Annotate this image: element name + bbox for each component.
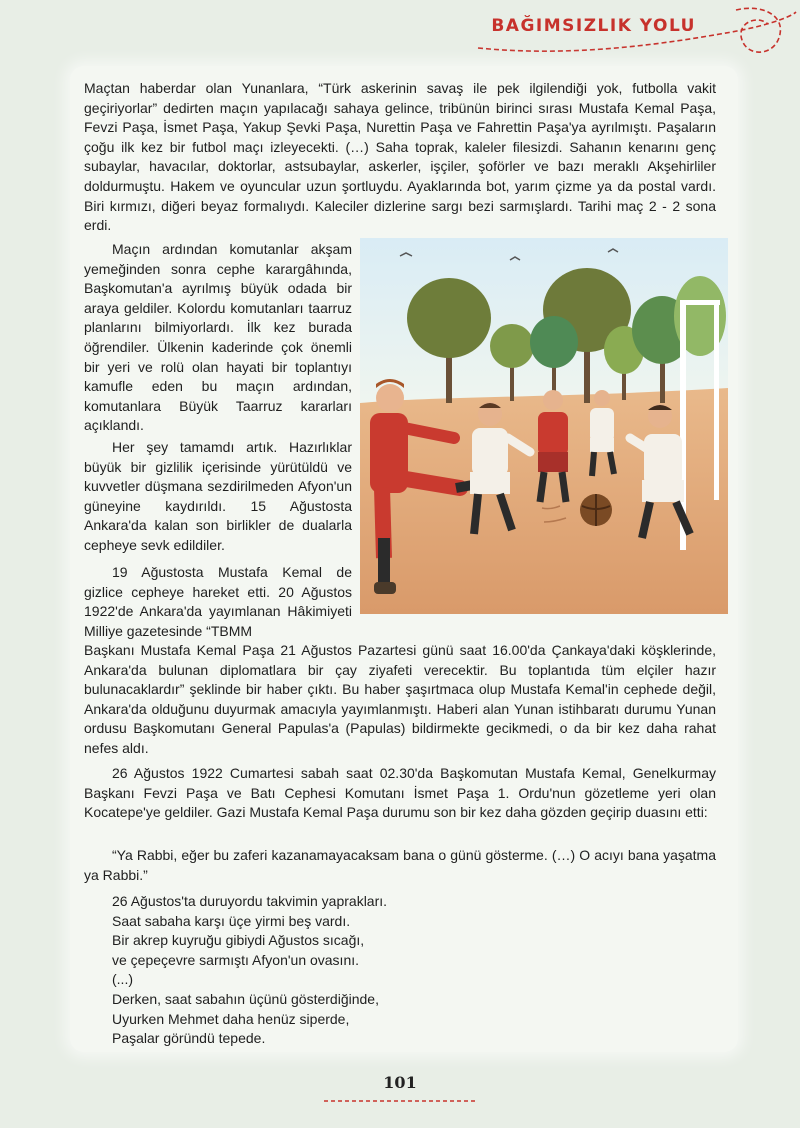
footer-dashed-line bbox=[0, 1096, 800, 1106]
poem-line: (...) bbox=[112, 971, 133, 988]
paragraph-commanders: Maçın ardından komutanlar akşam yemeğinden sonra cephe karargâhında, Başkomutan'a ayrılmış büyük odada bir araya geldiler. Kolordu komutanları taarruz planlarını bilmiyorlardı. İlk kez burada öğrendiler. Ülkenin kaderinde çok önemli bir yeri ve rolü olan hayati bir toplantıyı kamufle eden bu maçın ardından, komutanlara Büyük Taarruz kararları açıklandı. bbox=[84, 241, 352, 434]
page-number: 101 bbox=[383, 1073, 417, 1092]
poem-line: Saat sabaha karşı üçe yirmi beş vardı. bbox=[112, 912, 351, 929]
paragraph-newspaper-cont: Başkanı Mustafa Kemal Paşa 21 Ağustos Pazartesi günü saat 16.00'da Çankaya'daki köşklerinde, Ankara'da bulunan diplomatlara bir çay ziyafeti verecektir. Bu toplantıda tüm elçiler hazır bulunacaklardır” şeklinde bir haber çıktı. Bu haber şaşırtmaca olup Mustafa Kemal'in cephede değil, Ankara'da olduğunu duyurmak amacıyla yayımlanmıştı. Haberi alan Yunan istihbaratı durumu Yunan ordusu Başkomutanı General Papulas'a (Papulas) bildirmekte gecikmedi, o da bir kez daha rahat nefes aldı. bbox=[84, 642, 716, 756]
dashed-ornament bbox=[0, 0, 800, 70]
football-match-illustration bbox=[360, 238, 728, 614]
paragraph-intro: Maçtan haberdar olan Yunanlara, “Türk askerinin savaş ile pek ilgilendiği yok, futbolla vakit geçiriyorlar” dedirten maçın yapılacağı sahaya gelince, tribünün birinci sırası Mustafa Kemal Paşa, Fevzi Paşa, İsmet Paşa, Yakup Şevki Paşa, Nurettin Paşa ve Fahrettin Paşa'ya ayrılmıştı. Paşaların çoğu ilk kez bir futbol maçı izleyecekti. (…) Saha toprak, kaleler filesizdi. Sahanın kenarını genç subaylar, havacılar, doktorlar, astsubaylar, askerler, işçiler, şoförler ve bazı meraklı Akşehirliler doldurmuştu. Hakem ve oyuncular uzun şortluydu. Ayaklarında bot, yarım çizme ya da postal vardı. Biri kırmızı, diğeri beyaz formalıydı. Kaleciler dizlerine sargı bezi sarmışlardı. Tarihi maç 2 - 2 sona erdi. bbox=[84, 80, 716, 234]
poem-line: ve çepeçevre sarmıştı Afyon'un ovasını. bbox=[112, 951, 360, 968]
poem-line: Derken, saat sabahın üçünü gösterdiğinde, bbox=[112, 990, 379, 1007]
paragraph-kocatepe: 26 Ağustos 1922 Cumartesi sabah saat 02.30'da Başkomutan Mustafa Kemal, Genelkurmay Başkanı Fevzi Paşa ve Batı Cephesi Komutanı İsmet Paşa 1. Ordu'nun gözetleme yeri olan Kocatepe'ye geldiler. Gazi Mustafa Kemal Paşa durumu son bir kez daha gözden geçirip duasını etti: bbox=[84, 765, 716, 821]
poem-line: Paşalar göründü tepede. bbox=[112, 1030, 266, 1047]
paragraph-preparations: Her şey tamamdı artık. Hazırlıklar büyük bir gizlilik içerisinde yürütüldü ve kuvvetler düşmana sezdirilmeden Afyon'un güneyine kaydırıldı. 15 Ağustosta Ankara'da kalan son birlikler de dualarla cepheye sevk edildiler. bbox=[84, 439, 352, 553]
paragraph-newspaper-start: 19 Ağustosta Mustafa Kemal de gizlice cepheye hareket etti. 20 Ağustos 1922'de Ankara'da yayımlanan Hâkimiyeti Milliye gazetesinde “TBMM bbox=[84, 564, 352, 639]
poem-line: Uyurken Mehmet daha henüz siperde, bbox=[112, 1010, 350, 1027]
poem-line: Bir akrep kuyruğu gibiydi Ağustos sıcağı, bbox=[112, 932, 365, 949]
prayer-quote: “Ya Rabbi, eğer bu zaferi kazanamayacaksam bana o günü gösterme. (…) O acıyı bana yaşatma ya Rabbi.” bbox=[84, 847, 716, 883]
poem bbox=[112, 892, 672, 1049]
poem-line: 26 Ağustos'ta duruyordu takvimin yaprakları. bbox=[112, 893, 388, 909]
section-title: BAĞIMSIZLIK YOLU bbox=[491, 16, 696, 36]
